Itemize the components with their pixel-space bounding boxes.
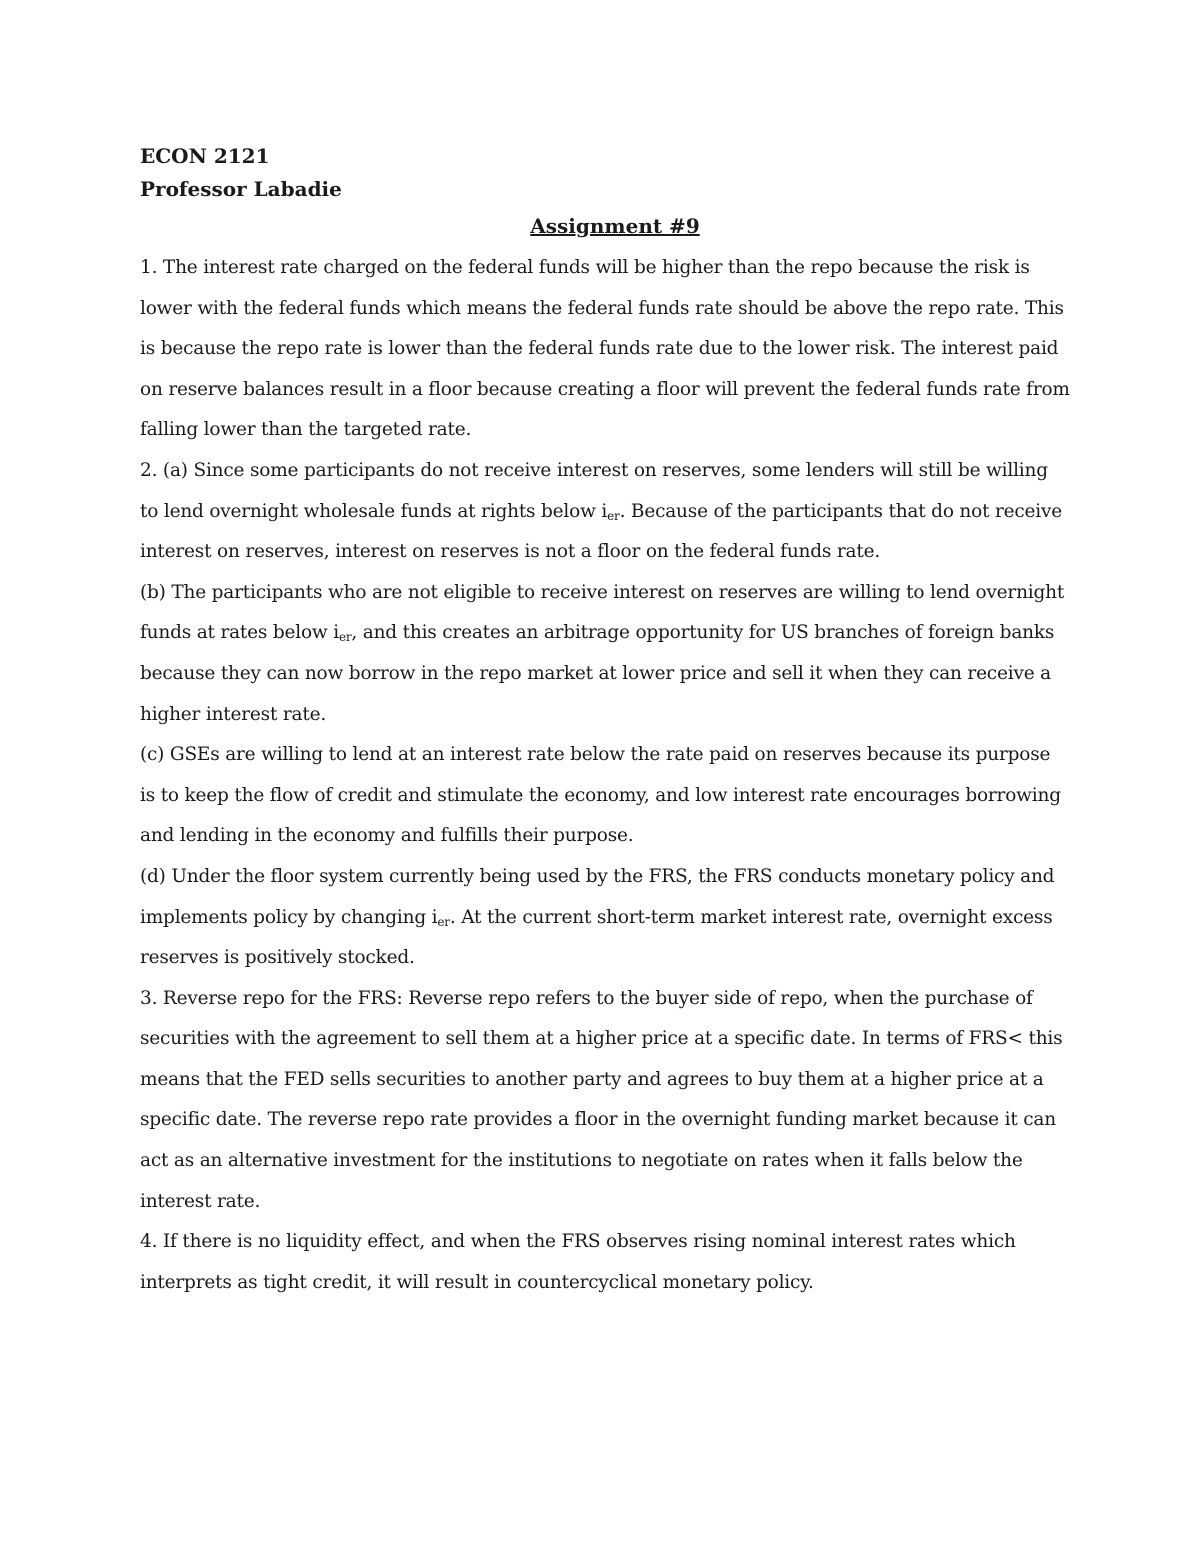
answer-4: 4. If there is no liquidity effect, and when the FRS observes rising nominal interest rates which interprets as tight credit, it will result in countercyclical monetary policy. [140,1231,1016,1293]
answer-2a-text-start: 2. (a) Since some participants do not receive interest on reserves, some lenders will still be willing to lend overnight wholesale funds at rights below i [140,459,1048,522]
assignment-title-text: Assignment #9 [530,214,700,238]
answer-2d-text-end: . At the current short-term market interest rate, overnight excess reserves is positively stocked. [140,906,1053,969]
answer-1: 1. The interest rate charged on the federal funds will be higher than the repo because the risk is lower with the federal funds which means the federal funds rate should be above the repo rate. This is because the repo rate is lower than the federal funds rate due to the lower risk. The interest paid on reserve balances result in a floor because creating a floor will prevent the federal funds rate from falling lower than the targeted rate. [140,257,1070,441]
professor-name: Professor Labadie [140,177,342,201]
document-page [140,140,1070,1320]
answer-2a-text-end: . Because of the participants that do not receive interest on reserves, interest on reserves is not a floor on the federal funds rate. [140,500,1063,563]
assignment-title [140,206,1070,246]
answer-2d [140,857,1070,979]
answer-2c: (c) GSEs are willing to lend at an interest rate below the rate paid on reserves because its purpose is to keep the flow of credit and stimulate the economy, and low interest rate encourages borrowing and lending in the economy and fulfills their purpose. [140,744,1061,847]
answer-3: 3. Reverse repo for the FRS: Reverse repo refers to the buyer side of repo, when the purchase of securities with the agreement to sell them at a higher price at a specific date. In terms of FRS< this means that the FED sells securities to another party and agrees to buy them at a higher price at a specific date. The reverse repo rate provides a floor in the overnight funding market because it can act as an alternative investment for the institutions to negotiate on rates when it falls below the interest rate. [140,987,1063,1212]
subscript-er: er [338,630,352,645]
answer-2b-text-start: (b) The participants who are not eligible to receive interest on reserves are willing to lend overnight funds at rates below i [140,581,1065,644]
subscript-er: er [437,914,450,929]
course-code: ECON 2121 [140,144,270,168]
answer-2d-text-start: (d) Under the floor system currently being used by the FRS, the FRS conducts monetary policy and implements policy by changing i [140,865,1055,928]
answer-2a [140,451,1070,573]
answer-2b-text-end: , and this creates an arbitrage opportunity for US branches of foreign banks because they can now borrow in the repo market at lower price and sell it when they can receive a higher interest rate. [140,622,1055,725]
answer-2b [140,573,1070,735]
subscript-er: er [607,508,620,523]
